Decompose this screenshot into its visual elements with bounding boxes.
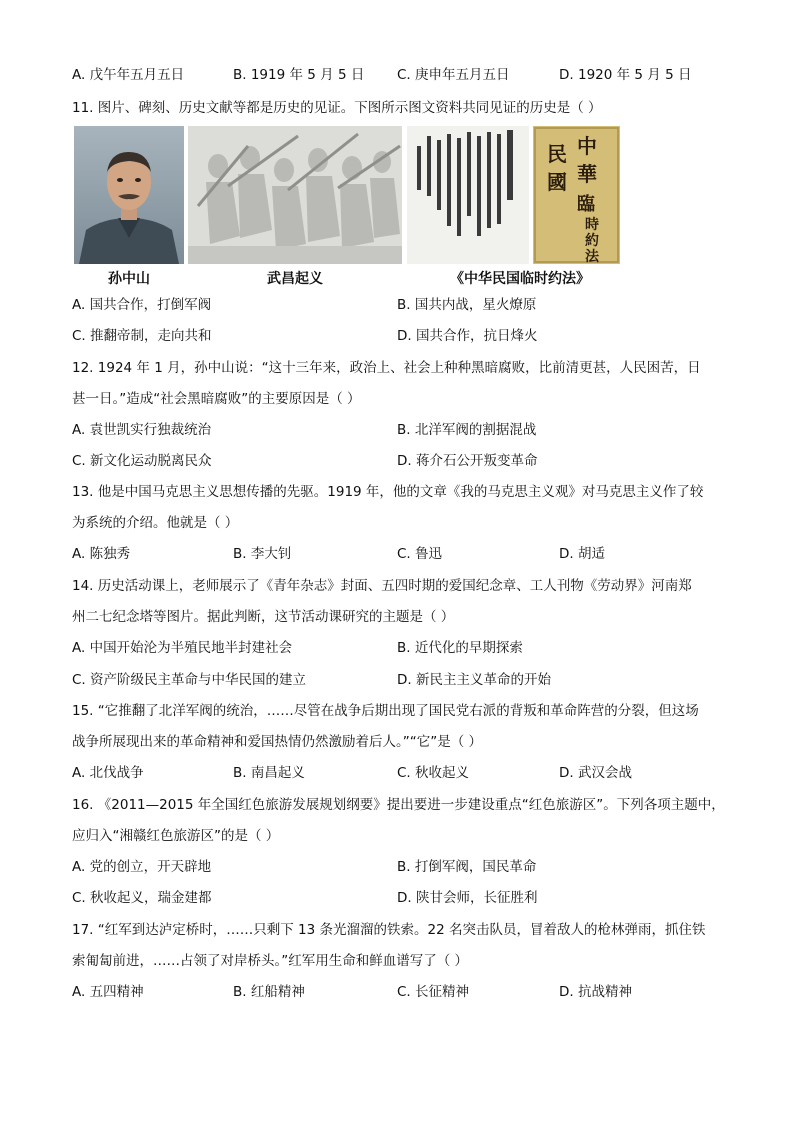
cover-char: 民	[547, 142, 567, 166]
caption-wuchang-uprising: 武昌起义	[267, 271, 323, 287]
cover-char: 約	[585, 233, 599, 249]
q14-option-d[interactable]: D. 新民主主义革命的开始	[397, 672, 551, 688]
q14-option-a[interactable]: A. 中国开始沦为半殖民地半封建社会	[72, 640, 293, 656]
q11-option-c[interactable]: C. 推翻帝制，走向共和	[72, 328, 212, 344]
q15-option-c[interactable]: C. 秋收起义	[397, 765, 470, 781]
q11-option-b[interactable]: B. 国共内战，星火燎原	[397, 297, 537, 313]
provisional-constitution-document	[407, 126, 529, 264]
q10-option-d[interactable]: D. 1920 年 5 月 5 日	[559, 67, 692, 83]
q17-option-d[interactable]: D. 抗战精神	[559, 984, 632, 1000]
q14-stem-line2: 州二七纪念塔等图片。据此判断，这节活动课研究的主题是（ ）	[72, 609, 455, 625]
caption-provisional-constitution: 《中华民国临时约法》	[450, 271, 590, 287]
cover-char: 法	[585, 249, 599, 264]
q16-stem-line2: 应归入“湘赣红色旅游区”的是（ ）	[72, 828, 280, 844]
q10-option-b[interactable]: B. 1919 年 5 月 5 日	[233, 67, 365, 83]
q12-stem-line1: 12. 1924 年 1 月，孙中山说：“这十三年来，政治上、社会上种种黑暗腐败，比前清更甚，人民困苦，日	[72, 360, 701, 376]
cover-char: 時	[585, 217, 599, 233]
caption-sun-yat-sen: 孙中山	[108, 271, 150, 287]
q10-option-a[interactable]: A. 戊午年五月五日	[72, 67, 185, 83]
q16-option-b[interactable]: B. 打倒军阀，国民革命	[397, 859, 537, 875]
q16-option-a[interactable]: A. 党的创立，开天辟地	[72, 859, 212, 875]
q12-option-b[interactable]: B. 北洋军阀的割据混战	[397, 422, 537, 438]
sun-yat-sen-portrait	[74, 126, 184, 264]
q10-option-c[interactable]: C. 庚申年五月五日	[397, 67, 510, 83]
q13-option-b[interactable]: B. 李大钊	[233, 546, 292, 562]
q16-stem-line1: 16. 《2011—2015 年全国红色旅游发展规划纲要》提出要进一步建设重点“红色旅游区”。下列各项主题中，	[72, 797, 725, 813]
q13-stem-line2: 为系统的介绍。他就是（ ）	[72, 515, 239, 531]
q11-option-a[interactable]: A. 国共合作，打倒军阀	[72, 297, 212, 313]
q11-option-d[interactable]: D. 国共合作，抗日烽火	[397, 328, 538, 344]
constitution-book-cover	[533, 126, 620, 264]
q16-option-c[interactable]: C. 秋收起义，瑞金建都	[72, 890, 212, 906]
q15-option-a[interactable]: A. 北伐战争	[72, 765, 144, 781]
q17-option-b[interactable]: B. 红船精神	[233, 984, 305, 1000]
q17-option-c[interactable]: C. 长征精神	[397, 984, 470, 1000]
q13-stem-line1: 13. 他是中国马克思主义思想传播的先驱。1919 年，他的文章《我的马克思主义观》对马克思主义作了较	[72, 484, 704, 500]
q12-option-c[interactable]: C. 新文化运动脱离民众	[72, 453, 212, 469]
q12-option-d[interactable]: D. 蒋介石公开叛变革命	[397, 453, 538, 469]
q17-option-a[interactable]: A. 五四精神	[72, 984, 144, 1000]
wuchang-uprising-relief	[188, 126, 402, 264]
q15-option-d[interactable]: D. 武汉会战	[559, 765, 632, 781]
q12-option-a[interactable]: A. 袁世凯实行独裁统治	[72, 422, 212, 438]
cover-char: 中	[577, 134, 597, 158]
cover-char: 華	[577, 162, 597, 186]
q13-option-c[interactable]: C. 鲁迅	[397, 546, 443, 562]
q15-stem-line2: 战争所展现出来的革命精神和爱国热情仍然激励着后人。”“它”是（ ）	[72, 734, 483, 750]
q17-stem-line1: 17. “红军到达泸定桥时，……只剩下 13 条光溜溜的铁索。22 名突击队员，冒着敌人的枪林弹雨，抓住铁	[72, 922, 706, 938]
cover-char: 國	[547, 170, 567, 194]
q16-option-d[interactable]: D. 陕甘会师，长征胜利	[397, 890, 538, 906]
q15-option-b[interactable]: B. 南昌起义	[233, 765, 305, 781]
q17-stem-line2: 索匍匐前进，……占领了对岸桥头。”红军用生命和鲜血谱写了（ ）	[72, 953, 469, 969]
cover-char: 臨	[577, 194, 595, 215]
q11-stem: 11. 图片、碑刻、历史文献等都是历史的见证。下图所示图文资料共同见证的历史是（ ）	[72, 100, 602, 116]
q14-option-c[interactable]: C. 资产阶级民主革命与中华民国的建立	[72, 672, 307, 688]
q14-option-b[interactable]: B. 近代化的早期探索	[397, 640, 523, 656]
q15-stem-line1: 15. “它推翻了北洋军阀的统治，……尽管在战争后期出现了国民党右派的背叛和革命阵营的分裂，但这场	[72, 703, 699, 719]
q12-stem-line2: 甚一日。”造成“社会黑暗腐败”的主要原因是（ ）	[72, 391, 361, 407]
q13-option-a[interactable]: A. 陈独秀	[72, 546, 131, 562]
q14-stem-line1: 14. 历史活动课上，老师展示了《青年杂志》封面、五四时期的爱国纪念章、工人刊物《劳动界》河南郑	[72, 578, 692, 594]
q13-option-d[interactable]: D. 胡适	[559, 546, 605, 562]
